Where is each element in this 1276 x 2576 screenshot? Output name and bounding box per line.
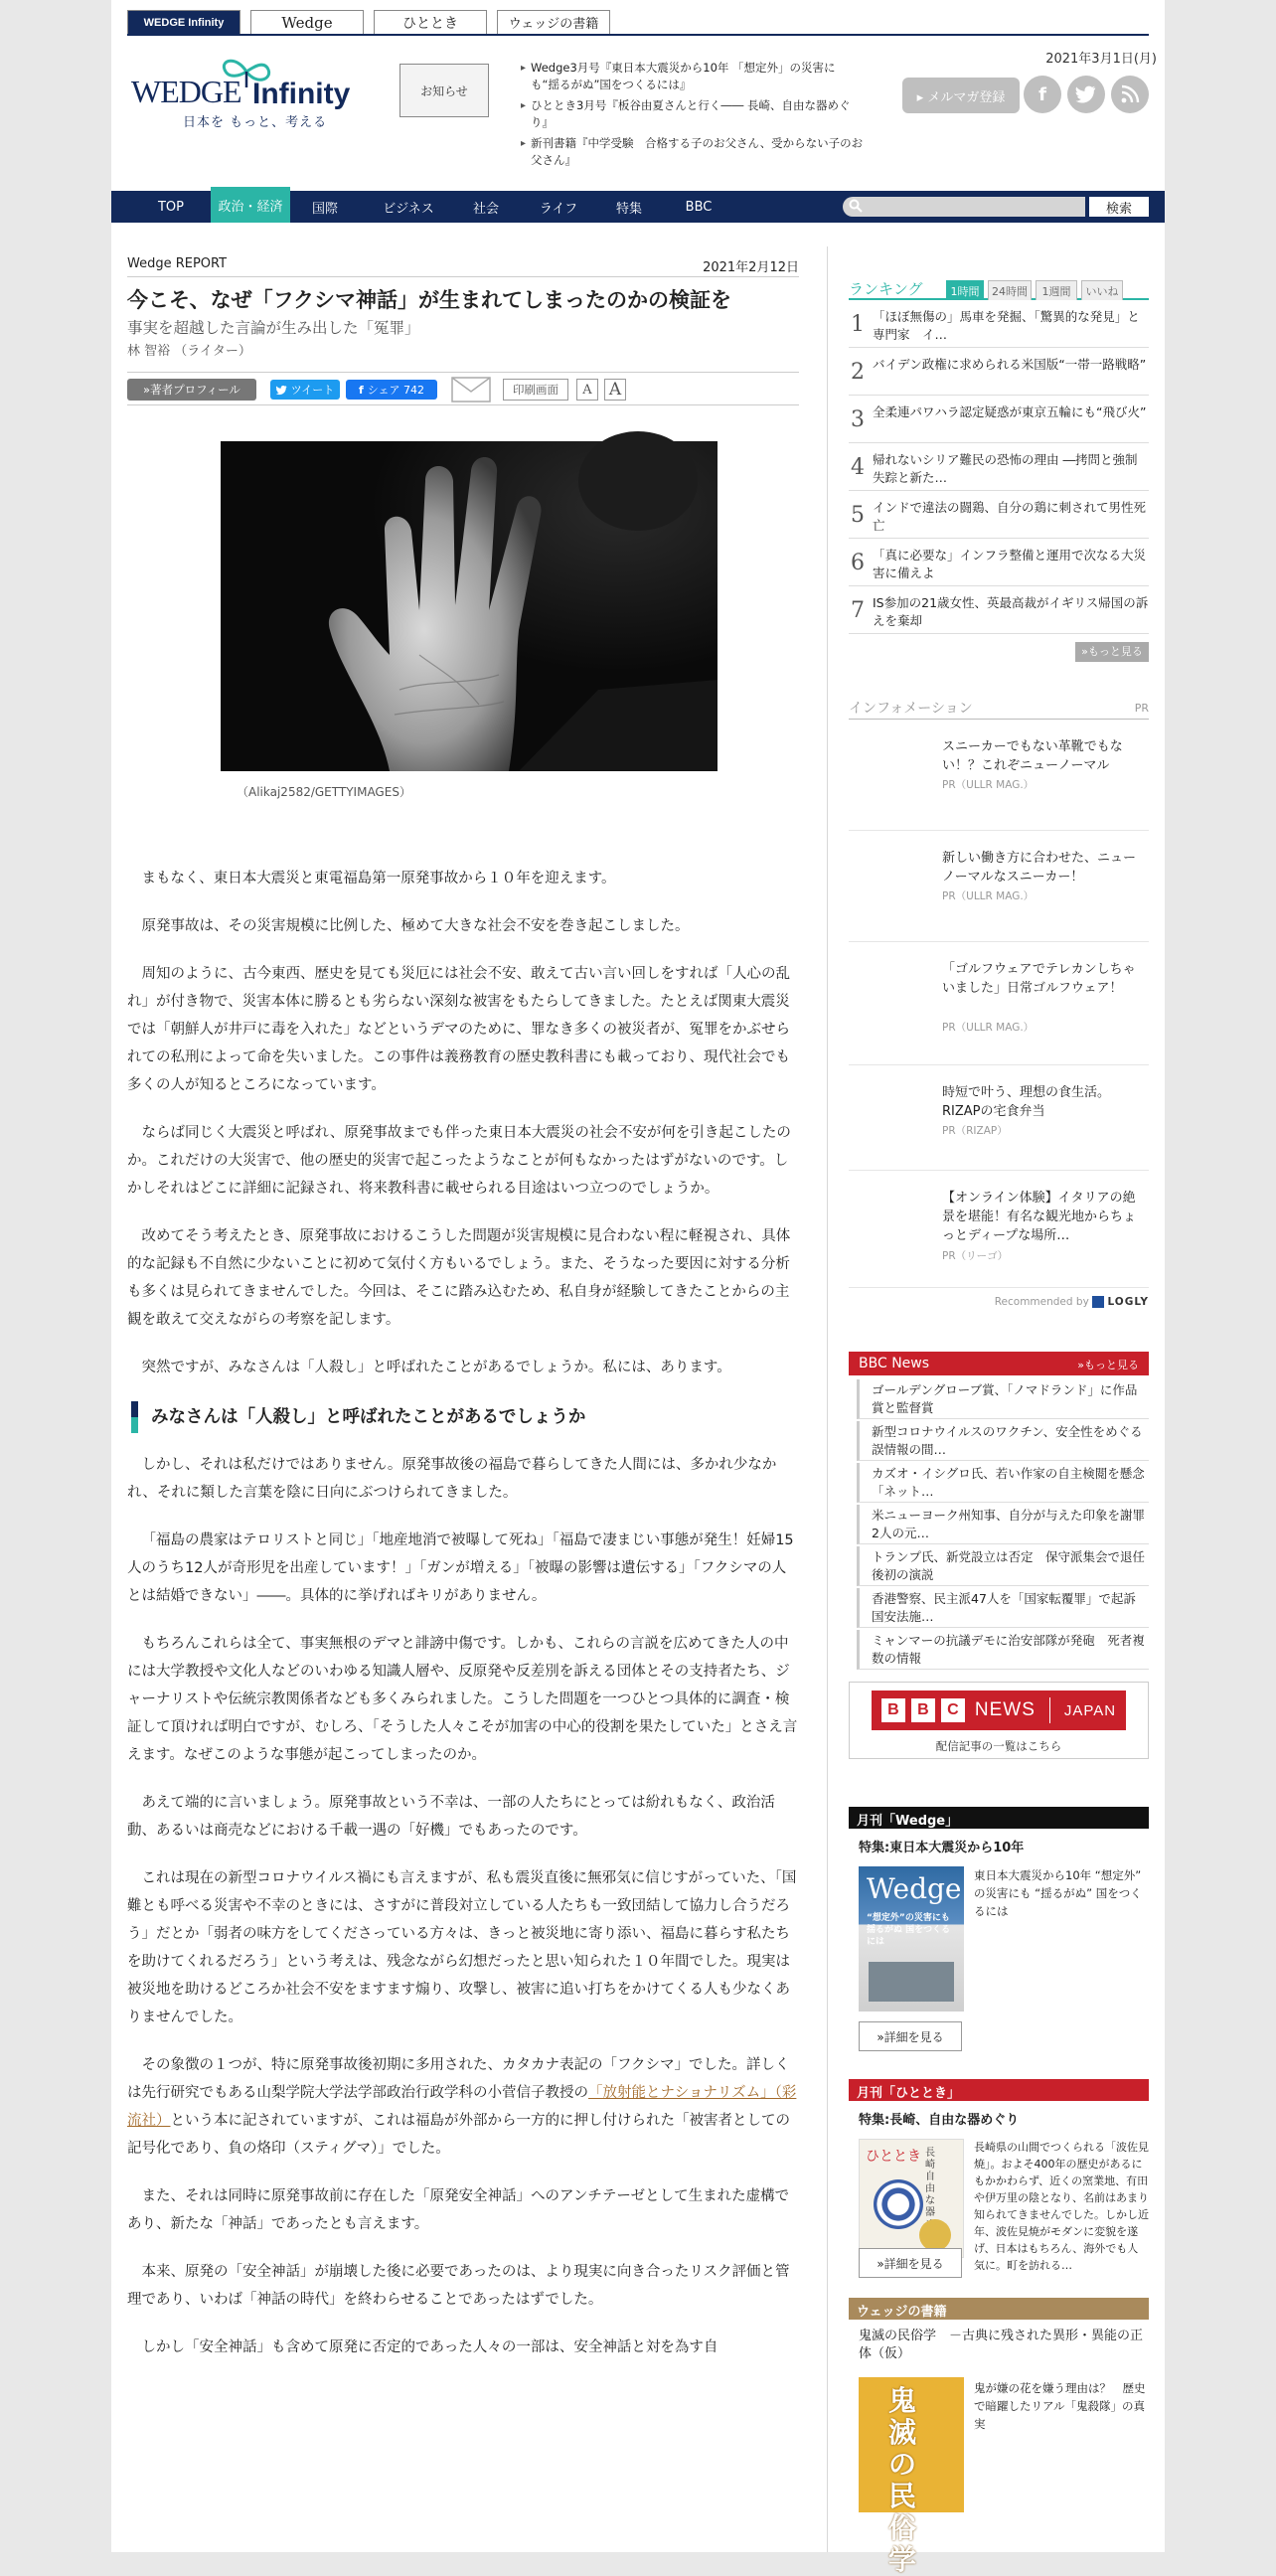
article-paragraph: 改めてそう考えたとき、原発事故におけるこうした問題が災害規模に見合わない程に軽視され、具体的な記録も不自然に少ないことに初めて気付く方もいるでしょう。また、そうなった要因に対する分析も多くは見られてきませんでした。今回は、そこに踏み込むため、私自身が経験してきたことからの主観を敢えて交えながらの考察を記します。 [127, 1228, 791, 1328]
hitotoki-cover-title: ひととき [866, 2149, 921, 2165]
mailmag-button[interactable]: ▸ メルマガ登録 [902, 78, 1020, 113]
article-paragraph: 突然ですが、みなさんは「人殺し」と呼ばれたことがあるでしょうか。私には、あります。 [141, 1360, 731, 1375]
article-paragraph: あえて端的に言いましょう。原発事故という不幸は、一部の人たちにとっては紛れもなく、政治活動、あるいは商売などにおける千載一遇の「好機」でもあったのです。 [127, 1795, 775, 1839]
article-photo [221, 441, 718, 771]
bbc-title: BBC News [859, 1356, 930, 1371]
site-tabs [127, 10, 610, 34]
facebook-icon[interactable]: f [1024, 76, 1061, 113]
header-news-list [521, 60, 864, 173]
info-item-title: 新しい働き方に合わせた、ニューノーマルなスニーカー！ [942, 851, 1137, 885]
sidebar [849, 278, 1158, 2576]
facebook-share-button[interactable] [346, 380, 437, 400]
article-rule [127, 276, 799, 277]
info-item-source: PR（ULLR MAG.） [942, 890, 1035, 902]
twitter-icon[interactable] [1067, 76, 1105, 113]
article-subtitle: 事実を超越した言論が生み出した「冤罪」 [127, 319, 420, 337]
column-divider [827, 246, 828, 2552]
info-item[interactable] [849, 1065, 1149, 1171]
ranking-number: 1 [851, 312, 865, 337]
header-news-item[interactable]: ▸ ひととき3月号『板谷由夏さんと行く―― 長崎、自由な器めぐり』 [521, 97, 864, 131]
ranking-item[interactable] [849, 403, 1149, 443]
hitotoki-title: 月刊「ひととき」 [857, 2086, 961, 2101]
info-pr-label: PR [1134, 702, 1149, 715]
header-date: 2021年3月1日(月) [1045, 52, 1157, 67]
hitotoki-magazine [849, 2109, 1149, 2286]
book-cover[interactable] [859, 2377, 964, 2576]
wedge-magazine [849, 1837, 1149, 2071]
ranking-tab-1h[interactable]: 1時間 [946, 280, 984, 300]
header-news-item[interactable]: ▸ Wedge3月号『東日本大震災から10年 「想定外」の災害にも“揺るがぬ”国をつくるには』 [521, 60, 864, 93]
article-paragraph: しかし、それは私だけではありません。原発事故後の福島で暮らしてきた人間には、多かれ少なかれ、それに類した言葉を陰に日向にぶつけられてきました。 [127, 1457, 777, 1501]
logly-icon [1092, 1296, 1104, 1308]
wedge-detail-button[interactable]: »詳細を見る [859, 2021, 962, 2051]
wedge-cover-title: Wedge [867, 1872, 962, 1905]
ranking-title: ランキング [849, 280, 923, 298]
author-profile-button[interactable]: »著者プロフィール [127, 379, 256, 401]
ranking-number: 6 [851, 551, 865, 575]
ranking-number: 2 [851, 360, 865, 385]
wedge-magazine-header [849, 1807, 1149, 1829]
header-news-item[interactable]: ▸ 新刊書籍『中学受験 合格する子のお父さん、受からない子のお父さん』 [521, 135, 864, 169]
bbc-banner[interactable] [849, 1682, 1149, 1759]
book-link[interactable]: 「放射能とナショナリズム」（彩流社） [127, 2085, 797, 2129]
ranking-text: 全柔連パワハラ認定疑惑が東京五輪にも“飛び火” [873, 404, 1147, 419]
search-icon [849, 199, 863, 213]
info-item-source: PR（ULLR MAG.） [942, 779, 1035, 791]
wedge-magazine-title: 月刊「Wedge」 [857, 1814, 959, 1829]
article-paragraph: また、それは同時に原発事故前に存在した「原発安全神話」へのアンチテーゼとして生まれた虚構であり、新たな「神話」であったとも言えます。 [127, 2188, 790, 2232]
site-logo[interactable] [131, 52, 360, 131]
article-paragraph: まもなく、東日本大震災と東電福島第一原発事故から１０年を迎えます。 [141, 871, 616, 886]
ranking-text: 「真に必要な」インフラ整備と運用で次なる大災害に備えよ [873, 548, 1147, 580]
info-item-title: 時短で叶う、理想の食生活。RIZAPの宅食弁当 [942, 1085, 1111, 1119]
hitotoki-cover-bowl [919, 2219, 951, 2251]
main-nav [111, 191, 1165, 223]
info-item[interactable] [849, 831, 1149, 942]
mail-icon[interactable] [451, 377, 491, 402]
ranking-tab-24h[interactable]: 24時間 [988, 280, 1032, 300]
logo-infinity-text: Infinity [252, 78, 351, 110]
info-title: インフォメーション [849, 701, 973, 717]
article-toolbar [127, 372, 799, 405]
ranking-item[interactable] [849, 451, 1149, 491]
paragraph-text: その象徴の１つが、特に原発事故後初期に多用された、カタカナ表記の「フクシマ」でした。詳しくは先行研究でもある山梨学院大学法学部政治行政学科の小菅信子教授の [127, 2057, 790, 2101]
article-paragraph: 「福島の農家はテロリストと同じ」「地産地消で被曝して死ね」「福島で凄まじい事態が発生！妊婦15人のうち12人が奇形児を出産しています！」「ガンが増える」「被曝の影響は遺伝する」「フクシマの人とは結婚できない」――。具体的に挙げればキリがありません。 [127, 1532, 794, 1604]
logo-tagline: 日本を もっと、考える [183, 115, 328, 130]
books-title: ウェッジの書籍 [857, 2305, 947, 2320]
bbc-news-japan-logo: B B C NEWS JAPAN [872, 1690, 1126, 1730]
article-paragraph: もちろんこれらは全て、事実無根のデマと誹謗中傷です。しかも、これらの言説を広めてきた人の中には大学教授や文化人などのいわゆる知識人層や、反原発や反差別を訴える団体とその支持者たち、ジャーナリストや伝統宗教関係者なども多くみられました。こうした問題を一つひとつ具体的に調査・検証して頂ければ明白ですが、むしろ、「そうした人々こそが加害の中心的役割を果たしていた」とさえ言えます。なぜこのような事態が起こってしまったのか。 [127, 1636, 798, 1763]
ranking-text: インドで違法の闘鶏、自分の鶏に刺されて男性死亡 [873, 500, 1147, 533]
ranking-text: 帰れないシリア難民の恐怖の理由 ―拷問と強制失踪と新た… [873, 452, 1138, 485]
ranking-item[interactable] [849, 547, 1149, 586]
ranking-list [849, 308, 1149, 634]
book-description: 鬼が嫌の花を嫌う理由は？ 歴史で暗躍したリアル「鬼殺隊」の真実 [974, 2381, 1146, 2431]
article-subheading: みなさんは「人殺し」と呼ばれたことがあるでしょうか [127, 1401, 799, 1433]
nav-item-feature[interactable]: 特集 [615, 201, 642, 217]
nav-item-politics-economy[interactable]: 政治・経済 [211, 187, 290, 223]
raised-hand-photo [221, 441, 718, 771]
nav-item-business[interactable]: ビジネス [383, 201, 434, 217]
bbc-header [849, 1352, 1149, 1375]
ranking-tab-likes[interactable]: いいね [1081, 280, 1123, 300]
tweet-label: ツイート [290, 384, 335, 397]
nav-item-international[interactable]: 国際 [311, 201, 338, 217]
book-feature[interactable]: 鬼滅の民俗学 －古典に残された異形・異能の正体（仮） [859, 2329, 1144, 2361]
logly-credit[interactable] [849, 1288, 1149, 1318]
ranking-number: 5 [851, 503, 865, 528]
article-paragraph: ならば同じく大震災と呼ばれ、原発事故までも伴った東日本大震災の社会不安が何を引き起こしたのか。これだけの大災害で、他の歴史的災害で起こったようなことが何もなかったはずがないのです。しかしそれはどこに詳細に記録され、将来教科書に載せられる目途はいつ立つのでしょうか。 [127, 1125, 791, 1197]
info-item-title: 「ゴルフウェアでテレカンしちゃいました」日常ゴルフウェア！ [942, 962, 1136, 996]
info-item[interactable] [849, 1171, 1149, 1288]
bbc-more-link[interactable]: »もっと見る [1077, 1359, 1139, 1371]
ranking-number: 4 [851, 455, 865, 480]
ranking-header [849, 278, 1149, 300]
search-button[interactable]: 検索 [1089, 197, 1149, 217]
nav-item-bbc[interactable]: BBC [685, 199, 713, 215]
wedge-cover-image [869, 1962, 954, 2002]
photo-caption: （Alikaj2582/GETTYIMAGES） [237, 785, 411, 799]
hitotoki-cover[interactable] [859, 2139, 964, 2258]
bbc-item[interactable]: ゴールデングローブ賞、「ノマドランド」に作品賞と監督賞 [857, 1379, 1149, 1419]
tweet-button[interactable] [270, 380, 340, 400]
bbc-item[interactable]: 新型コロナウイルスのワクチン、安全性をめぐる誤情報の間… [857, 1421, 1149, 1461]
share-label: シェア 742 [367, 384, 425, 397]
hitotoki-description: 長崎県の山間でつくられる「波佐見焼」。およそ400年の歴史があるにもかかわらず、近くの窯業地、有田や伊万里の陰となり、名前はあまり知られてきませんでした。しかし近年、波佐見焼がモダンに変貌を遂げ、日本はもちろん、海外でも人気に。町を訪れる… [974, 2141, 1149, 2272]
article-title: 今こそ、なぜ「フクシマ神話」が生まれてしまったのかの検証を [127, 288, 731, 312]
article-paragraph: これは現在の新型コロナウイルス禍にも言えますが、私も震災直後に無邪気に信じすがっていた、「国難とも呼べる災害や不幸のときには、さすがに普段対立している人たちも一致団結して協力し合うだろう」だとか「弱者の味方をしてくださっている方々は、きっと被災地に寄り添い、福島に暮らす私たちを助けてくれるだろう」という考えは、残念ながら幻想だったと思い知られた１０年間でした。現実は被災地を助けるどころか社会不安をますます煽り、攻撃し、被害に追い打ちをかけてくる人も少なくありませんでした。 [127, 1870, 797, 2025]
ranking-item[interactable] [849, 356, 1149, 396]
nav-item-top[interactable]: TOP [157, 199, 184, 215]
site-tab-hitotoki[interactable]: ひととき [374, 10, 487, 34]
twitter-bird-icon [1076, 85, 1096, 103]
site-tab-wedge-infinity[interactable]: WEDGE Infinity [127, 10, 240, 34]
article-author: 林 智裕 （ライター） [127, 344, 251, 359]
info-item-source: PR（RIZAP） [942, 1125, 1008, 1137]
facebook-small-icon: f [358, 383, 364, 397]
nav-item-life[interactable]: ライフ [539, 201, 578, 217]
hitotoki-cover-text: 長崎 自由な器 [925, 2148, 935, 2218]
article-date: 2021年2月12日 [703, 260, 799, 275]
ranking-number: 7 [851, 598, 865, 623]
books-section [849, 2328, 1149, 2576]
bbc-item[interactable]: 香港警察、民主派47人を「国家転覆罪」で起訴 国安法施… [857, 1588, 1149, 1628]
ranking-item[interactable] [849, 308, 1149, 348]
tab-rule [127, 34, 1149, 36]
font-size-small-button[interactable]: A [576, 379, 598, 401]
hitotoki-detail-button[interactable]: »詳細を見る [859, 2248, 962, 2278]
ranking-item[interactable] [849, 499, 1149, 539]
hitotoki-feature: 特集:長崎、自由な器めぐり [859, 2113, 1020, 2128]
ranking-text: IS参加の21歳女性、英最高裁がイギリス帰国の訴えを棄却 [873, 595, 1149, 628]
nav-item-society[interactable]: 社会 [472, 201, 499, 217]
article-category[interactable]: Wedge REPORT [127, 256, 228, 271]
info-item[interactable] [849, 720, 1149, 831]
article-paragraph: 本来、原発の「安全神話」が崩壊した後に必要であったのは、より現実に向き合ったリスク評価と管理であり、いわば「神話の時代」を終わらせることであったはずでした。 [127, 2264, 790, 2308]
article-body [127, 865, 799, 2381]
wedge-cover-text: “想定外”の災害にも 揺るがぬ 国をつくるには [867, 1913, 951, 1947]
books-header [849, 2298, 1149, 2320]
logo-wedge-text: WEDGE [131, 74, 241, 109]
ranking-number: 3 [851, 407, 865, 432]
ranking-text: バイデン政権に求められる米国版“一帯一路戦略” [873, 357, 1147, 372]
article-paragraph: しかし「安全神話」も含めて原発に否定的であった人々の一部は、安全神話と対を為す自 [141, 2339, 718, 2355]
print-button[interactable]: 印刷画面 [503, 379, 568, 401]
ranking-more-button[interactable]: »もっと見る [1075, 642, 1149, 662]
bbc-item[interactable]: ミャンマーの抗議デモに治安部隊が発砲 死者複数の情報 [857, 1630, 1149, 1670]
font-size-large-button[interactable]: A [604, 379, 626, 401]
article-paragraph: 周知のように、古今東西、歴史を見ても災厄には社会不安、敢えて古い言い回しをすれば「人心の乱れ」が付き物で、災害本体に勝るとも劣らない深刻な被害をもたらしてきました。たとえば関東大震災では「朝鮮人が井戸に毒を入れた」などというデマのために、罪なき多くの被災者が、冤罪をかぶせられての私刑によって命を失いました。この事件は義務教育の歴史教科書にも載っており、現代社会でも多くの人が知るところになっています。 [127, 966, 790, 1093]
bbc-item[interactable]: トランプ氏、新党設立は否定 保守派集会で退任後初の演説 [857, 1546, 1149, 1586]
bbc-item[interactable]: カズオ・イシグロ氏、若い作家の自主検閲を懸念 「ネット… [857, 1463, 1149, 1503]
twitter-small-icon [276, 386, 287, 395]
logly-text: Recommended by LOGLY [994, 1296, 1149, 1308]
search-input[interactable] [843, 197, 1085, 217]
site-tab-wedge[interactable]: Wedge [250, 10, 364, 34]
page-shell [111, 0, 1165, 2576]
wedge-description: 東日本大震災から10年 “想定外” の災害にも “揺るがぬ” 国をつくるには [974, 1868, 1142, 1918]
hitotoki-cover-plate [874, 2179, 923, 2229]
info-item[interactable] [849, 942, 1149, 1065]
article-paragraph: 原発事故は、その災害規模に比例した、極めて大きな社会不安を巻き起こしました。 [141, 918, 690, 934]
wedge-feature: 特集:東日本大震災から10年 [859, 1841, 1025, 1855]
info-item-source: PR（ULLR MAG.） [942, 1022, 1035, 1034]
site-tab-books[interactable]: ウェッジの書籍 [497, 10, 610, 34]
ranking-text: 「ほぼ無傷の」馬車を発掘、「驚異的な発見」と専門家 イ… [873, 309, 1140, 342]
bbc-list [849, 1379, 1158, 1670]
article-paragraph [127, 2051, 799, 2163]
bbc-item[interactable]: 米ニューヨーク州知事、自分が与えた印象を謝罪 2人の元… [857, 1505, 1149, 1544]
ranking-item[interactable] [849, 594, 1149, 634]
rss-feed-icon [1121, 85, 1139, 103]
ranking-tab-1w[interactable]: 1週間 [1036, 280, 1077, 300]
info-item-title: スニーカーでもない革靴でもない！？これぞニューノーマル [942, 739, 1123, 773]
info-item-title: 【オンライン体験】イタリアの絶景を堪能！有名な観光地からちょっとディープな場所… [942, 1191, 1137, 1243]
wedge-cover[interactable] [859, 1866, 964, 2012]
notice-button[interactable]: お知らせ [399, 64, 489, 117]
bbc-banner-caption: 配信記事の一覧はこちら [935, 1739, 1062, 1753]
info-header [849, 698, 1149, 720]
rss-icon[interactable] [1111, 76, 1149, 113]
info-item-source: PR（リーゴ） [942, 1250, 1009, 1262]
hitotoki-header [849, 2079, 1149, 2101]
paragraph-text: という本に記されていますが、これは福島が外部から一方的に押し付けられた「被害者としての記号化であり、負の烙印（スティグマ）」でした。 [127, 2113, 790, 2157]
book-cover-title: 鬼滅の民俗学 [888, 2384, 917, 2576]
